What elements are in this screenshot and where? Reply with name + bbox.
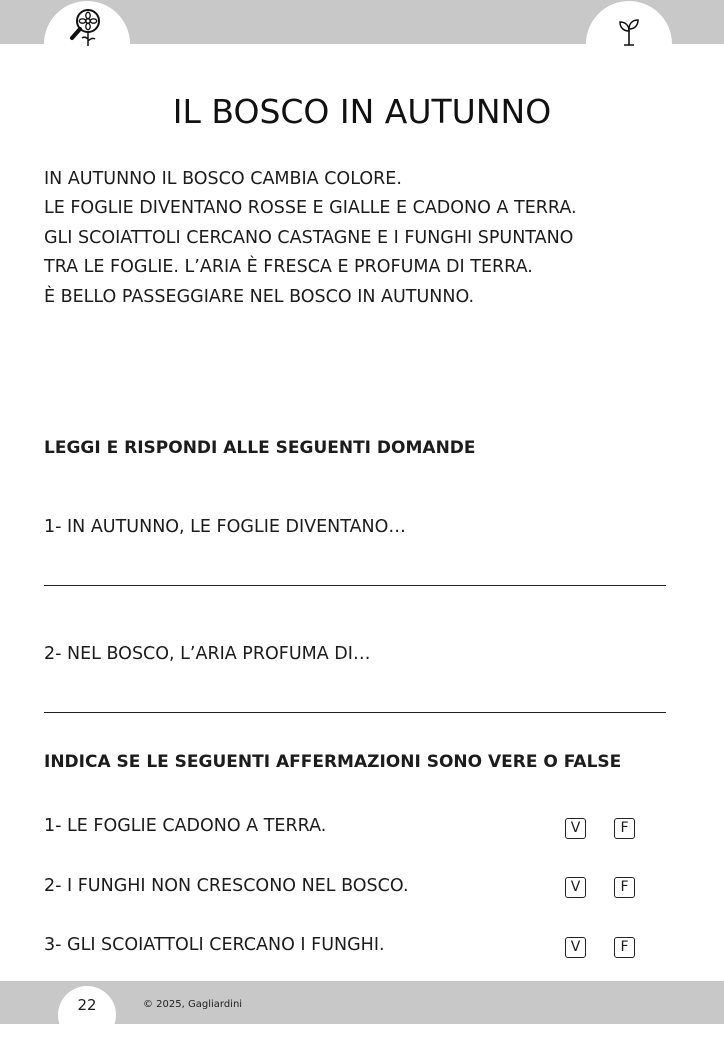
reading-line: È BELLO PASSEGGIARE NEL BOSCO IN AUTUNNO.: [44, 286, 475, 307]
question-1: 1- IN AUTUNNO, LE FOGLIE DIVENTANO…: [44, 517, 406, 537]
copyright-notice: © 2025, Gagliardini: [143, 999, 243, 1010]
question-2: 2- NEL BOSCO, L’ARIA PROFUMA DI…: [44, 644, 371, 664]
true-checkbox-2[interactable]: V: [565, 877, 586, 898]
false-checkbox-3[interactable]: F: [614, 937, 635, 958]
magnifier-flower-icon: [66, 4, 106, 50]
statement-2: 2- I FUNGHI NON CRESCONO NEL BOSCO.: [44, 876, 409, 896]
statement-1: 1- LE FOGLIE CADONO A TERRA.: [44, 816, 327, 836]
answer-line-1[interactable]: [44, 585, 666, 586]
false-checkbox-2[interactable]: F: [614, 877, 635, 898]
true-checkbox-3[interactable]: V: [565, 937, 586, 958]
section-heading-questions: LEGGI E RISPONDI ALLE SEGUENTI DOMANDE: [44, 438, 476, 458]
sprout-icon: [617, 18, 641, 46]
page-number-badge: [58, 986, 116, 1044]
page-title: IL BOSCO IN AUTUNNO: [172, 92, 552, 131]
true-checkbox-1[interactable]: V: [565, 818, 586, 839]
reading-passage: [44, 165, 684, 312]
reading-line: TRA LE FOGLIE. L’ARIA È FRESCA E PROFUMA DI TERRA.: [44, 257, 533, 278]
section-heading-true-false: INDICA SE LE SEGUENTI AFFERMAZIONI SONO VERE O FALSE: [44, 752, 622, 772]
answer-line-2[interactable]: [44, 712, 666, 713]
reading-line: IN AUTUNNO IL BOSCO CAMBIA COLORE.: [44, 169, 402, 189]
statement-3: 3- GLI SCOIATTOLI CERCANO I FUNGHI.: [44, 935, 385, 955]
reading-line: LE FOGLIE DIVENTANO ROSSE E GIALLE E CADONO A TERRA.: [44, 198, 577, 219]
reading-line: GLI SCOIATTOLI CERCANO CASTAGNE E I FUNGHI SPUNTANO: [44, 227, 574, 248]
false-checkbox-1[interactable]: F: [614, 818, 635, 839]
page-number: 22: [77, 996, 97, 1014]
